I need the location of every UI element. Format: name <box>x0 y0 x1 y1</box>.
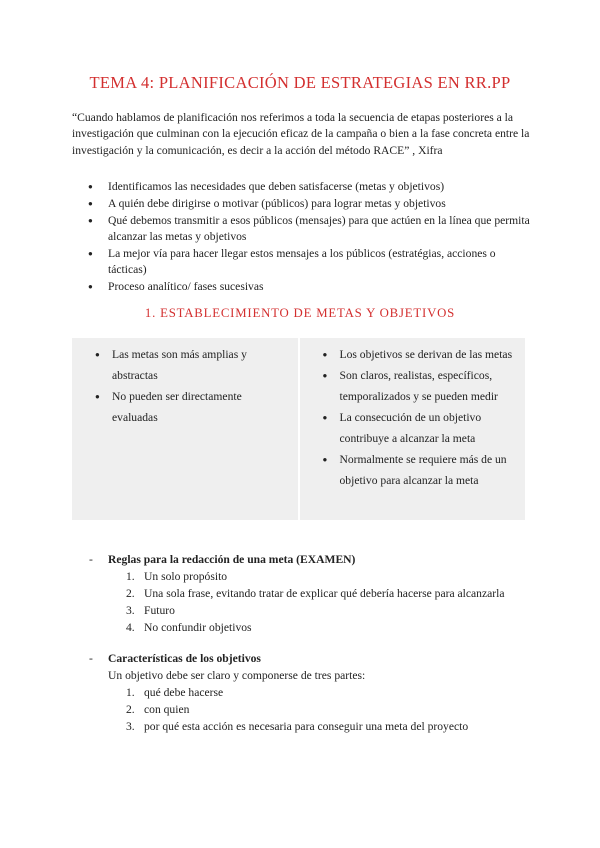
characteristic-item: 1. qué debe hacerse <box>126 686 224 699</box>
metas-column <box>72 338 298 520</box>
rule-item: 1. Un solo propósito <box>126 570 228 583</box>
characteristic-item: 2. con quien <box>126 703 190 716</box>
page-title: TEMA 4: PLANIFICACIÓN DE ESTRATEGIAS EN RR.PP <box>89 73 511 92</box>
section-heading: 1. ESTABLECIMIENTO DE METAS Y OBJETIVOS <box>144 306 456 320</box>
objetivos-item: ● La consecución de un objetivo contribuye a alcanzar la meta <box>310 407 516 449</box>
list-item: ● Proceso analítico/ fases sucesivas <box>72 279 532 295</box>
objetivos-column <box>298 338 526 520</box>
objetivos-item: ● Normalmente se requiere más de un objetivo para alcanzar la meta <box>310 449 516 491</box>
list-item: ● A quién debe dirigirse o motivar (públicos) para lograr metas y objetivos <box>72 196 532 212</box>
dash-marker: - <box>89 553 93 566</box>
metas-item: ● No pueden ser directamente evaluadas <box>82 386 288 428</box>
characteristics-heading-text: Características de los objetivos <box>108 652 261 665</box>
list-item: ● Qué debemos transmitir a esos públicos (mensajes) para que actúen en la línea que permita alcanzar las metas y objetivos <box>72 213 532 246</box>
rule-item: 4. No confundir objetivos <box>126 621 252 634</box>
rules-heading <box>72 551 542 568</box>
list-item: ● Identificamos las necesidades que deben satisfacerse (metas y objetivos) <box>72 179 532 195</box>
rules-list <box>72 568 542 636</box>
objetivos-item: ● Son claros, realistas, específicos, temporalizados y se pueden medir <box>310 365 516 407</box>
characteristics-section <box>72 650 542 735</box>
characteristics-intro: Un objetivo debe ser claro y componerse de tres partes: <box>108 669 366 682</box>
rules-section <box>72 551 542 735</box>
objetivos-item: ● Los objetivos se derivan de las metas <box>310 344 516 365</box>
bullet-list <box>72 179 532 296</box>
dash-marker: - <box>89 652 93 665</box>
rules-heading-text: Reglas para la redacción de una meta (EXAMEN) <box>108 553 356 566</box>
characteristic-item: 3. por qué esta acción es necesaria para conseguir una meta del proyecto <box>126 720 469 733</box>
characteristics-list <box>72 684 542 735</box>
comparison-table <box>72 338 525 520</box>
metas-item: ● Las metas son más amplias y abstractas <box>82 344 288 386</box>
quote-paragraph: “Cuando hablamos de planificación nos referimos a toda la secuencia de etapas posteriores a la investigación que culminan con la ejecución eficaz de la campaña o bien a la fase concreta entre la investigación y la comunicación, es decir a la acción del método RACE” , Xifra <box>72 111 530 157</box>
rule-item: 2. Una sola frase, evitando tratar de explicar qué debería hacerse para alcanzarla <box>126 587 505 600</box>
list-item: ● La mejor vía para hacer llegar estos mensajes a los públicos (estratégias, acciones o tácticas) <box>72 246 532 279</box>
characteristics-heading <box>72 650 542 667</box>
rule-item: 3. Futuro <box>126 604 175 617</box>
